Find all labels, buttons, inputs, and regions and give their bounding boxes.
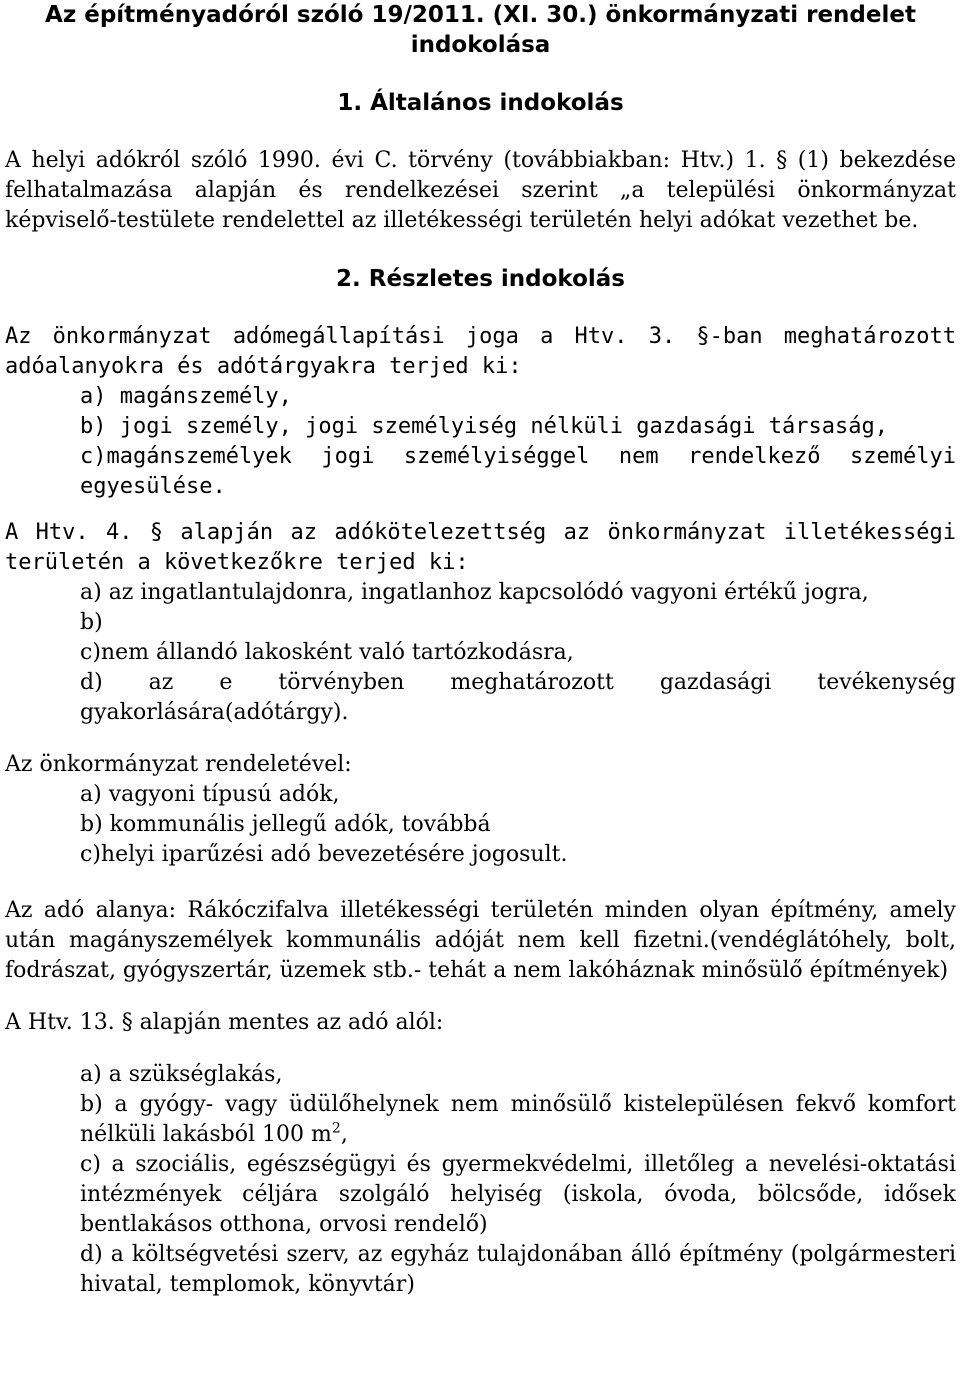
list-item: a) magánszemély, [80, 384, 292, 409]
list-item: d) a költségvetési szerv, az egyház tulajdonában álló építmény (polgármesteri hivatal, templomok, könyvtár) [80, 1242, 956, 1297]
rights-intro-paragraph: Az önkormányzat adómegállapítási joga a Htv. 3. §-ban meghatározott adóalanyokra és adótárgyakra terjed ki: [5, 324, 956, 379]
htv4-intro-paragraph: A Htv. 4. § alapján az adókötelezettség az önkormányzat illetékességi területén a következőkre terjed ki: [5, 520, 956, 575]
list-item: b) kommunális jellegű adók, továbbá [80, 812, 491, 837]
list-item: a) az ingatlantulajdonra, ingatlanhoz kapcsolódó vagyoni értékű jogra, [80, 580, 869, 605]
exemption-b-tail: , [340, 1122, 348, 1147]
list-item: c) a szociális, egészségügyi és gyermekvédelmi, illetőleg a nevelési-oktatási intézmények céljára szolgáló helyiség (iskola, óvoda, bölcsőde, idősek bentlakásos otthona, orvosi rendelő) [80, 1152, 956, 1237]
section-1-heading: 1. Általános indokolás [337, 90, 624, 116]
decree-list [5, 780, 956, 870]
exemption-b-text: b) a gyógy- vagy üdülőhelynek nem minősülő kistelepülésen fekvő komfort nélküli lakásból 100 m [80, 1092, 956, 1147]
exemptions-list [5, 1060, 956, 1300]
list-item: b) [80, 610, 103, 635]
htv13-intro-paragraph: A Htv. 13. § alapján mentes az adó alól: [5, 1010, 444, 1035]
list-item: c)nem állandó lakosként való tartózkodásra, [80, 640, 574, 665]
htv4-list [5, 578, 956, 728]
superscript: 2 [331, 1120, 341, 1137]
tax-subject-paragraph: Az adó alanya: Rákóczifalva illetékességi területén minden olyan építmény, amely után magányszemélyek kommunális adóját nem kell fizetni.(vendéglátóhely, bolt, fodrászat, gyógyszertár, üzemek stb.- tehát a nem lakóháznak minősülő építmények) [5, 898, 956, 983]
list-item: b) jogi személy, jogi személyiség nélküli gazdasági társaság, [80, 414, 888, 439]
list-item: a) vagyoni típusú adók, [80, 782, 340, 807]
list-item [80, 1090, 956, 1150]
list-item: c)helyi iparűzési adó bevezetésére jogosult. [80, 842, 568, 867]
section-1-paragraph: A helyi adókról szóló 1990. évi C. törvény (továbbiakban: Htv.) 1. § (1) bekezdése felhatalmazása alapján és rendelkezései szerint „a települési önkormányzat képviselő-testülete rendelettel az illetékességi területén helyi adókat vezethet be. [5, 148, 956, 233]
section-2-heading: 2. Részletes indokolás [335, 266, 625, 292]
list-item: a) a szükséglakás, [80, 1062, 283, 1087]
decree-intro-paragraph: Az önkormányzat rendeletével: [5, 752, 352, 777]
list-item: d) az e törvényben meghatározott gazdasági tevékenység gyakorlására(adótárgy). [80, 670, 956, 725]
document-title: Az építményadóról szóló 19/2011. (XI. 30.) önkormányzati rendelet indokolása [45, 2, 916, 58]
subjects-list [5, 382, 956, 502]
list-item: c)magánszemélyek jogi személyiséggel nem rendelkező személyi egyesülése. [80, 444, 956, 499]
